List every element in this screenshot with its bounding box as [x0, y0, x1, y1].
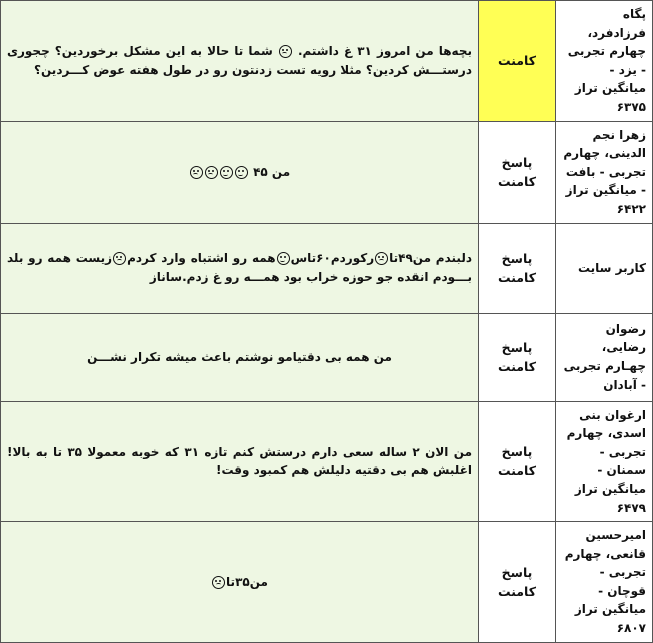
laughing-emoji-icon: [277, 252, 290, 265]
comment-text: [1, 1, 479, 122]
comment-type-label: پاسخ کامنت: [479, 313, 556, 401]
comment-text-part: من۳۵تا: [226, 574, 268, 589]
author-name: رضوان رضایی، چهـارم تجربی - آبادان: [556, 313, 653, 401]
laughing-emoji-icon: [235, 166, 248, 179]
comment-text-part: دلبندم من۴۹تا: [389, 251, 472, 266]
comment-row: [1, 401, 653, 522]
sad-emoji-icon: [113, 252, 126, 265]
comment-text-part: بچه‌ها من امروز ۳۱ غ داشتم.: [297, 44, 472, 59]
comment-text-part: همه رو اشتباه وارد کردم: [127, 251, 276, 266]
author-name: پگاه فرزادفرد، چهارم تجربی - یزد - میانگین تراز ۶۳۷۵: [556, 1, 653, 122]
comment-type-label: کامنت: [479, 1, 556, 122]
crying-emoji-icon: [190, 166, 203, 179]
comment-text: [1, 522, 479, 643]
comment-row: [1, 223, 653, 313]
comment-row: [1, 1, 653, 122]
comment-type-label: پاسخ کامنت: [479, 522, 556, 643]
comment-text: [1, 121, 479, 223]
author-name: زهرا نجم الدینی، چهارم تجربی - بافت - میانگین تراز ۶۴۲۲: [556, 121, 653, 223]
comment-text-part: من الان ۲ ساله سعی دارم درستش کنم تازه ۳۱ که خوبه معمولا ۳۵ تا به بالا! اغلبش هم بی دقتیه دلیلش هم کمبود وقت!: [7, 444, 473, 478]
comment-type-label: پاسخ کامنت: [479, 223, 556, 313]
comment-row: [1, 522, 653, 643]
comment-text: [1, 401, 479, 522]
author-name: کاربر سایت: [556, 223, 653, 313]
comment-text-part: شما تا حالا به این مشکل برخوردین؟ چجوری درستـــش کردین؟ مثلا رویه تست زدنتون رو در طول هفته عوض کـــردین؟: [7, 44, 472, 77]
laughing-emoji-icon: [220, 166, 233, 179]
scream-emoji-icon: [279, 45, 292, 58]
comment-type-label: پاسخ کامنت: [479, 401, 556, 522]
comment-text-part: من همه بی دقتیامو نوشتم باعث میشه تکرار نشـــن: [87, 349, 392, 364]
comment-row: [1, 121, 653, 223]
author-name: ارغوان بنی اسدی، چهارم تجربی - سمنان - میانگین تراز ۶۴۷۹: [556, 401, 653, 522]
comment-text-part: زیست همه رو بلد بـــودم انقده جو حوزه خراب بود همـــه رو غ زدم.ساناز: [7, 251, 472, 285]
comment-row: [1, 313, 653, 401]
sad-emoji-icon: [375, 252, 388, 265]
comment-text: [1, 223, 479, 313]
comment-type-label: پاسخ کامنت: [479, 121, 556, 223]
crying-emoji-icon: [205, 166, 218, 179]
comment-text: [1, 313, 479, 401]
sad-emoji-icon: [212, 576, 225, 589]
author-name: امیرحسین قانعی، چهارم تجربی - قوچان - میانگین تراز ۶۸۰۷: [556, 522, 653, 643]
comment-text-part: من ۴۵: [253, 164, 291, 179]
comment-text-part: رکوردم۶۰تاس: [290, 251, 375, 266]
